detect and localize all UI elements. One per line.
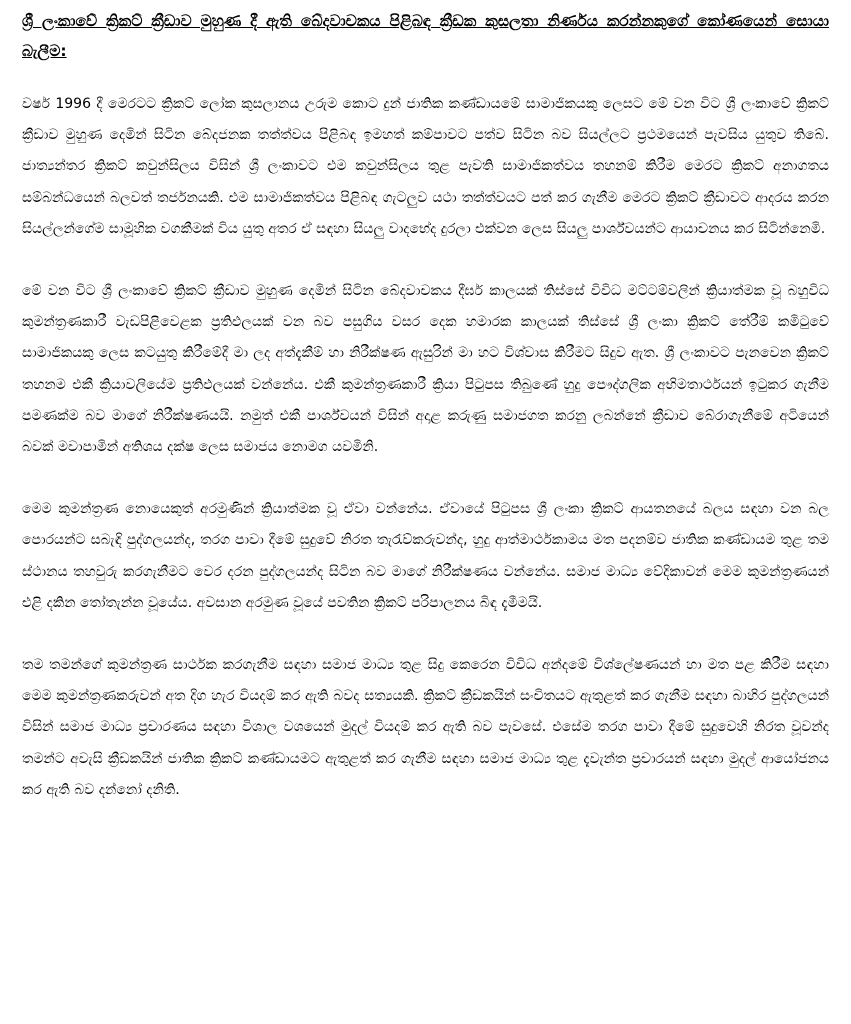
paragraph-2: මේ වන විට ශ්‍රී ලංකාවේ ක්‍රිකට් ක්‍රීඩාව මුහුණ දෙමින් සිටින බේදවාචකය දීර්ඝ කාලයක් තිස්සේ විවිධ මට්ටම්වලින් ක්‍රියාත්මක වූ බහුවිධ කුමන්ත්‍රණකාරී වැඩපිළිවෙළක ප්‍රතිඵලයක් වන බව පසුගිය වසර දෙක හමාරක කාලයක් තිස්සේ ශ්‍රී ලංකා ක්‍රිකට් තේරීම් කමිටුවේ සාමාජිකයකු ලෙස කටයුතු කිරීමේදී මා ලද අත්දැකීම් හා නිරීක්ෂණ ඇසුරින් මා හට විශ්වාස කිරීමට සිදුව ඇත. ශ්‍රී ලංකාවට පැනවෙන ක්‍රිකට් තහනම එකී ක්‍රියාවලියේම ප්‍රතිඵලයක් වන්නේය. එකී කුමන්ත්‍රණකාරී ක්‍රියා පිටුපස තිබුණේ හුදු පෞද්ගලික අභිමතාර්ථයන් ඉටුකර ගැනීම පමණක්ම බව මාගේ නිරීක්ෂණයයි. නමුත් එකී පාර්ශ්වයන් විසින් අදාළ කරුණු සමාජගත කරනු ලබන්නේ ක්‍රීඩාව බේරාගැනීමේ අටියෙන් බවක් මවාපාමින් අතිශය දක්ෂ ලෙස සමාජය නොමග යවමිනි. [22,283,829,456]
paragraph-4: තම තමන්ගේ කුමන්ත්‍රණ සාර්ථක කරගැනීම සඳහා සමාජ මාධ්‍ය තුළ සිදු කෙරෙන විවිධ අන්දමේ විශ්ලේෂණයන් හා මත පළ කිරීම සඳහා මෙම කුමන්ත්‍රණකරුවන් අත දිග හැර වියදම් කර ඇති බවද සත්‍යයකි. ක්‍රිකට් ක්‍රීඩකයින් සංචිතයට ඇතුළත් කර ගැනීම සඳහා බාහිර පුද්ගලයන් විසින් සමාජ මාධ්‍ය ප්‍රචාරණය සඳහා විශාල වශයෙන් මුදල් වියදම් කර ඇති බව පැවසේ. එසේම තරග පාවා දීමේ සුදුවෙහි නිරත වූවන්ද තමන්ට අවැසි ක්‍රීඩකයින් ජාතික ක්‍රිකට් කණ්ඩායමට ඇතුළත් කර ගැනීම සඳහා සමාජ මාධ්‍ය තුළ දැවැන්ත ප්‍රචාරයන් සඳහා මුදල් ආයෝජනය කර ඇති බව දන්නෝ දනිති. [22,657,829,798]
paragraph-1: වර්ෂ 1996 දී මෙරටට ක්‍රිකට් ලෝක කුසලානය උරුම කොට දුන් ජාතික කණ්ඩායමේ සාමාජිකයකු ලෙසට මේ වන විට ශ්‍රී ලංකාවේ ක්‍රිකට් ක්‍රීඩාව මුහුණ දෙමින් සිටින බේදජනක තත්ත්වය පිළිබඳ ඉමහත් කම්පාවට පත්ව සිටින බව සියල්ලට ප්‍රථමයෙන් පැවසිය යුතුව තිබේ. ජාත්‍යන්තර ක්‍රිකට් කවුන්සිලය විසින් ශ්‍රී ලංකාවට එම කවුන්සිලය තුළ පැවති සාමාජිකත්වය තහනම් කිරීම මෙරට ක්‍රිකට් අනාගතය සම්බන්ධයෙන් බලවත් තර්ජනයකි. එම සාමාජිකත්වය පිළිබඳ ගැටලුව යථා තත්ත්වයට පත් කර ගැනීම මෙරට ක්‍රිකට් ක්‍රීඩාවට ආදරය කරන සියල්ලන්ගේම සාමූහික වගකීමක් විය යුතු අතර ඒ සඳහා සියලු වාදභේද දුරලා එක්වන ලෙස සියලු පාර්ශ්වයන්ට ආයාචනය කර සිටින්නෙමි. [22,96,829,237]
document-title: ශ්‍රී ලංකාවේ ක්‍රිකට් ක්‍රීඩාව මුහුණ දී ඇති බේදවාචකය පිළිබඳ ක්‍රීඩක කුසලතා නිර්ණය කරන්නකුගේ කෝණයෙන් සොයා බැලීම: [22,12,829,60]
paragraph-3: මෙම කුමන්ත්‍රණ නොයෙකුත් අරමුණින් ක්‍රියාත්මක වූ ඒවා වන්නේය. ඒවායේ පිටුපස ශ්‍රී ලංකා ක්‍රිකට් ආයතනයේ බලය සඳහා වන බල පොරයන්ට සබැඳි පුද්ගලයන්ද, තරග පාවා දීමේ සුදුවේ නිරත තැරැව්කරුවන්ද, හුදු ආත්මාර්ථකාමය මත පදනම්ව ජාතික කණ්ඩායම තුළ තම ස්ථානය තහවුරු කරගැනීමට වෙර දරන පුද්ගලයන්ද සිටින බව මාගේ නිරීක්ෂණය වන්නේය. සමාජ මාධ්‍ය වේදිකාවන් මෙම කුමන්ත්‍රණයන් එළි දකින තෝතැන්න වූයේය. අවසාන අරමුණ වූයේ පවතින ක්‍රිකට් පරිපාලනය බිඳ දැමීමයි. [22,501,829,611]
